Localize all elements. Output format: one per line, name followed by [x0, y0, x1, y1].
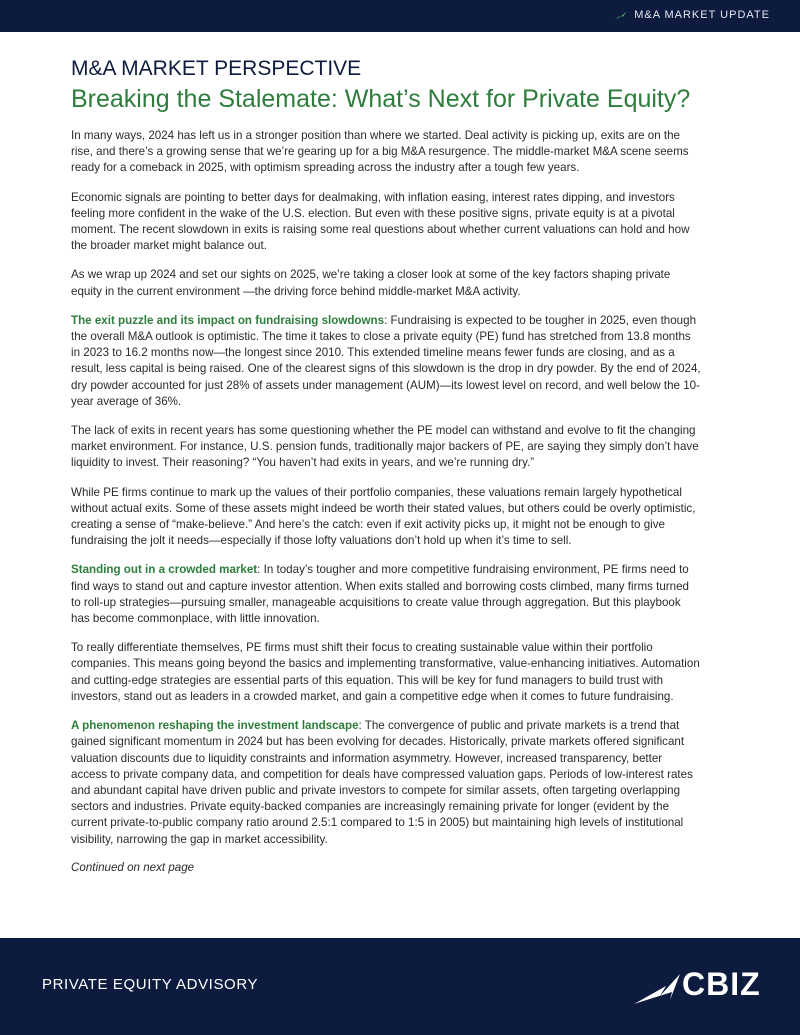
paragraph: [71, 423, 701, 472]
paragraph-lead: A phenomenon reshaping the investment landscape: [71, 719, 359, 733]
paragraph-text: : In today’s tougher and more competitive fundraising environment, PE firms need to find ways to stand out and capture investor attention. When exits stalled and borrowing costs climbed, many firms turned to roll-up strategies—pursuing smaller, manageable acquisitions to create value through aggregation. But this playbook has become commonplace, with little innovation.: [71, 563, 690, 626]
paragraph: [71, 128, 701, 177]
paragraph: [71, 313, 701, 410]
continued-note: Continued on next page: [71, 860, 195, 874]
header-bar: [0, 0, 800, 32]
paragraph-text: While PE firms continue to mark up the values of their portfolio companies, these valuations remain largely hypothetical without actual exits. Some of these assets might indeed be worth their stated values, but others could be overly optimistic, creating a sense of “make-believe.” And here’s the catch: even if exit activity picks up, it might not be enough to give fundraising the jolt it needs—especially if those lofty valuations don’t hold up when it’s time to sell.: [71, 485, 696, 548]
paragraph-text: : The convergence of public and private markets is a trend that gained significant momentum in 2024 but has been evolving for decades. Historically, private markets offered significant valuation discounts due to liquidity constraints and information asymmetry. However, increased transparency, better access to private company data, and competition for deals have compressed valuation gaps. Periods of low-interest rates and abundant capital have driven public and private investors to compete for similar assets, often targeting overlapping sectors and industries. Private equity-backed companies are increasingly remaining private for longer (evident by the current private-to-public company ratio around 2.5:1 compared to 1:5 in 2005) but maintaining high levels of institutional visibility, narrowing the gap in market accessibility.: [71, 719, 693, 846]
paragraph-text: Economic signals are pointing to better days for dealmaking, with inflation easing, interest rates dipping, and investors feeling more confident in the wake of the U.S. election. But even with these positive signs, private equity is at a pivotal moment. The recent slowdown in exits is raising some real questions about whether current valuations can hold and how the broader market might balance out.: [71, 190, 690, 253]
article-headline: Breaking the Stalemate: What’s Next for Private Equity?: [71, 85, 691, 113]
paragraph: [71, 640, 701, 705]
paragraph: [71, 562, 701, 627]
paragraph: [71, 267, 701, 299]
cbiz-logo: CBIZ: [682, 966, 761, 1002]
paragraph-text: The lack of exits in recent years has some questioning whether the PE model can withstand and evolve to fit the changing market environment. For instance, U.S. pension funds, traditionally major backers of PE, are saying they simply don’t have liquidity to invest. Their reasoning? “You haven’t had exits in years, and we’re running dry.”: [71, 424, 699, 470]
paragraph: [71, 718, 701, 848]
footer-bar: [0, 938, 800, 1035]
leaf-swoosh-icon: [614, 10, 628, 20]
paragraph-lead: Standing out in a crowded market: [71, 563, 258, 577]
paragraph: [71, 485, 701, 550]
article-kicker: M&A MARKET PERSPECTIVE: [71, 57, 362, 80]
paragraph-text: To really differentiate themselves, PE firms must shift their focus to creating sustainable value within their portfolio companies. This means going beyond the basics and implementing transformative, value-enhancing initiatives. Automation and cutting-edge strategies are essential parts of this equation. This will be key for fund managers to build trust with investors, stand out as leaders in a crowded market, and gain a competitive edge when it comes to future fundraising.: [71, 641, 700, 703]
paragraph-text: : Fundraising is expected to be tougher in 2025, even though the overall M&A outlook is optimistic. The time it takes to close a private equity (PE) fund has stretched from 13.8 months in 2023 to 16.2 months now—the longest since 2010. This extended timeline means fewer funds are closing, and as a result, less capital is being raised. One of the clearest signs of this slowdown is the drop in dry powder. By the end of 2024, dry powder accounted for just 28% of assets under management (AUM)—its lowest level on record, and well below the 10-year average of 36%.: [71, 313, 701, 408]
paragraph-text: In many ways, 2024 has left us in a stronger position than where we started. Deal activity is picking up, exits are on the rise, and there’s a growing sense that we’re gearing up for a big M&A resurgence. The middle-market M&A scene seems ready for a comeback in 2025, with optimism spreading across the industry after a tough few years.: [71, 129, 689, 175]
article: [71, 56, 701, 874]
paragraph: [71, 190, 701, 255]
footer-label: PRIVATE EQUITY ADVISORY: [42, 976, 259, 993]
paragraph-text: As we wrap up 2024 and set our sights on 2025, we’re taking a closer look at some of the key factors shaping private equity in the current environment —the driving force behind middle-market M&A activity.: [71, 268, 671, 298]
header-tag-label: M&A MARKET UPDATE: [634, 9, 770, 21]
paragraph-lead: The exit puzzle and its impact on fundraising slowdowns: [71, 313, 385, 327]
header-tag: [614, 9, 770, 21]
